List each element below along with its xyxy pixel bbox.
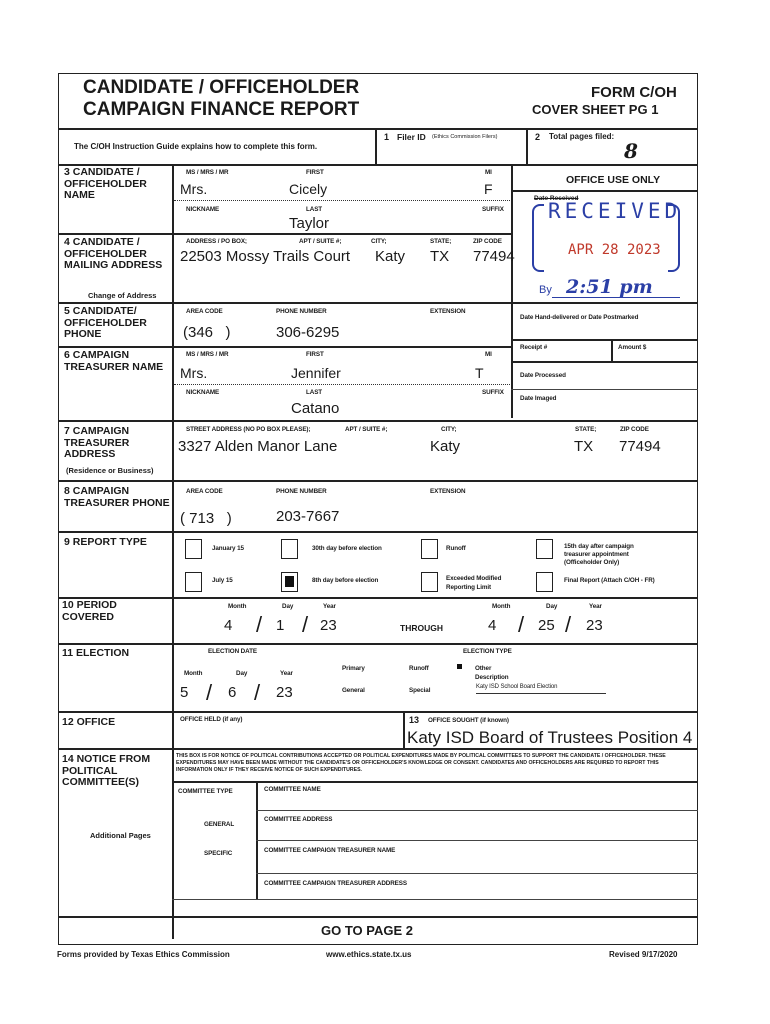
period-to-year[interactable]: 23 — [586, 617, 603, 634]
notice-text: THIS BOX IS FOR NOTICE OF POLITICAL CONTRIBUTIONS ACCEPTED OR POLITICAL EXPENDITURES MADE BY POLITICAL COMMITTEES TO SUPPORT THE CANDIDATE / OFFICEHOLDER. THESE EXPENDITURES MAY HAVE BEEN MADE WITHOUT THE CANDIDATE'S OR OFFICEHOLDER'S KNOWLEDGE OR CONSENT. CANDIDATES AND OFFICEHOLDERS ARE REQUIRED TO REPORT THIS INFORMATION ONLY IF THEY RECEIVE NOTICE OF SUCH EXPENDITURES. — [176, 753, 666, 773]
label-8th-day: 8th day before election — [312, 577, 379, 584]
period-to-month[interactable]: 4 — [488, 617, 497, 634]
period-from-month[interactable]: 4 — [224, 617, 233, 634]
cand-prefix-label: MS / MRS / MR — [186, 169, 229, 176]
section-10-label: 10 PERIOD COVERED — [62, 599, 117, 623]
filer-id-number: 1 — [384, 132, 390, 142]
date-imaged-label: Date Imaged — [520, 395, 557, 402]
cand-first[interactable]: Cicely — [289, 181, 328, 197]
cand-phone[interactable]: 306-6295 — [276, 324, 340, 341]
form-id: FORM C/OH — [591, 84, 677, 101]
cand-area-label: AREA CODE — [186, 308, 223, 315]
period-to-day-label: Day — [546, 603, 558, 610]
section-12-label: 12 OFFICE — [62, 716, 116, 728]
election-date-label: ELECTION DATE — [208, 648, 257, 655]
date-processed-label: Date Processed — [520, 372, 566, 379]
residence-note: (Residence or Business) — [66, 466, 154, 475]
treas-apt-label: APT / SUITE #; — [345, 426, 388, 433]
footer-provided: Forms provided by Texas Ethics Commission — [57, 950, 230, 959]
period-from-year[interactable]: 23 — [320, 617, 337, 634]
period-to-year-label: Year — [589, 603, 602, 610]
election-other[interactable]: Other — [475, 665, 492, 672]
checkbox-15th-day[interactable] — [536, 539, 553, 559]
treas-mi-label: MI — [485, 351, 492, 358]
filer-id-label: Filer ID — [397, 132, 426, 142]
treas-nickname-label: NICKNAME — [186, 389, 220, 396]
section-11-label: 11 ELECTION — [62, 647, 130, 659]
total-pages-number: 2 — [535, 132, 541, 142]
label-exceeded-limit: Exceeded Modified Reporting Limit — [446, 575, 502, 591]
election-primary[interactable]: Primary — [342, 665, 365, 672]
cand-apt-label: APT / SUITE #; — [299, 238, 342, 245]
stamp-by-time: 2:51 pm — [566, 276, 653, 298]
cand-first-label: FIRST — [306, 169, 324, 176]
label-january-15: January 15 — [212, 545, 244, 552]
treas-zip-label: ZIP CODE — [620, 426, 649, 433]
label-runoff: Runoff — [446, 545, 466, 552]
treas-phone[interactable]: 203-7667 — [276, 508, 340, 525]
received-stamp — [532, 198, 680, 276]
election-description-label: Description — [475, 674, 509, 681]
election-runoff[interactable]: Runoff — [409, 665, 429, 672]
election-type-label: ELECTION TYPE — [463, 648, 512, 655]
election-day[interactable]: 6 — [228, 684, 237, 701]
footer-revised: Revised 9/17/2020 — [609, 950, 678, 959]
treas-prefix-label: MS / MRS / MR — [186, 351, 229, 358]
checkbox-30th-day[interactable] — [281, 539, 298, 559]
cand-zip[interactable]: 77494 — [473, 248, 515, 265]
election-month-label: Month — [184, 670, 203, 677]
checkbox-january-15[interactable] — [185, 539, 202, 559]
checkbox-runoff[interactable] — [421, 539, 438, 559]
committee-treasurer-address-label: COMMITTEE CAMPAIGN TREASURER ADDRESS — [264, 880, 407, 887]
treas-street-label: STREET ADDRESS (NO PO BOX PLEASE); — [186, 426, 311, 433]
section-13-label: 13 — [409, 715, 420, 725]
office-sought[interactable]: Katy ISD Board of Trustees Position 4 — [407, 728, 693, 747]
election-day-label: Day — [236, 670, 248, 677]
treas-last-label: LAST — [306, 389, 323, 396]
office-use-title: OFFICE USE ONLY — [566, 174, 661, 186]
label-july-15: July 15 — [212, 577, 233, 584]
cand-prefix[interactable]: Mrs. — [180, 181, 208, 197]
receipt-label: Receipt # — [520, 344, 548, 351]
treas-city-label: CITY; — [441, 426, 457, 433]
filer-id-note: (Ethics Commission Filers) — [432, 134, 498, 140]
treas-mi[interactable]: T — [475, 365, 484, 381]
cand-state-label: STATE; — [430, 238, 452, 245]
treas-last[interactable]: Catano — [291, 400, 340, 417]
go-to-page-2[interactable]: GO TO PAGE 2 — [321, 923, 413, 938]
section-8-label: 8 CAMPAIGN TREASURER PHONE — [64, 485, 170, 509]
hand-delivered-label: Date Hand-delivered or Date Postmarked — [520, 314, 639, 321]
checkbox-exceeded-limit[interactable] — [421, 572, 438, 592]
form-subtitle: COVER SHEET PG 1 — [532, 102, 659, 117]
period-from-year-label: Year — [323, 603, 336, 610]
treas-area-label: AREA CODE — [186, 488, 223, 495]
cand-address-label: ADDRESS / PO BOX; — [186, 238, 247, 245]
additional-pages: Additional Pages — [90, 831, 151, 840]
other-checkmark-icon — [457, 664, 462, 669]
cand-nickname-label: NICKNAME — [186, 206, 220, 213]
section-14-label: 14 NOTICE FROM POLITICAL COMMITTEE(S) — [62, 753, 151, 788]
period-from-month-label: Month — [228, 603, 247, 610]
election-general[interactable]: General — [342, 687, 365, 694]
treas-street[interactable]: 3327 Alden Manor Lane — [178, 438, 338, 455]
section-9-label: 9 REPORT TYPE — [64, 536, 147, 548]
total-pages-value[interactable]: 8 — [624, 139, 638, 163]
office-held-label: OFFICE HELD (if any) — [180, 716, 243, 723]
section-3-label: 3 CANDIDATE / OFFICEHOLDER NAME — [64, 166, 147, 201]
office-sought-label: OFFICE SOUGHT (if known) — [428, 717, 509, 724]
committee-treasurer-name-label: COMMITTEE CAMPAIGN TREASURER NAME — [264, 847, 396, 854]
date-received-label: Date Received — [534, 195, 579, 202]
treas-first[interactable]: Jennifer — [291, 365, 341, 381]
cand-city-label: CITY; — [371, 238, 387, 245]
treas-zip[interactable]: 77494 — [619, 438, 661, 455]
treas-area-code[interactable]: ( 713 ) — [180, 510, 232, 527]
stamp-by-label: By — [539, 284, 552, 296]
footer-url[interactable]: www.ethics.state.tx.us — [326, 950, 412, 959]
label-final-report: Final Report (Attach C/OH - FR) — [564, 577, 655, 584]
section-7-label: 7 CAMPAIGN TREASURER ADDRESS — [64, 425, 130, 460]
period-to-day[interactable]: 25 — [538, 617, 555, 634]
cand-zip-label: ZIP CODE — [473, 238, 502, 245]
treas-ext-label: EXTENSION — [430, 488, 466, 495]
cand-last[interactable]: Taylor — [289, 215, 330, 232]
cand-mi[interactable]: F — [484, 181, 493, 197]
checkbox-final-report[interactable] — [536, 572, 553, 592]
period-from-day-label: Day — [282, 603, 294, 610]
election-year-label: Year — [280, 670, 293, 677]
stamp-received-text: RECEIVED — [548, 199, 682, 223]
cand-state[interactable]: TX — [430, 248, 450, 265]
label-15th-day: 15th day after campaign treasurer appointment (Officeholder Only) — [564, 543, 634, 566]
form-title-line1: CANDIDATE / OFFICEHOLDER — [83, 77, 360, 98]
change-of-address[interactable]: Change of Address — [88, 291, 157, 300]
instruction-text: The C/OH Instruction Guide explains how to complete this form. — [74, 142, 318, 151]
stamp-date: APR 28 2023 — [568, 242, 661, 258]
committee-type-label: COMMITTEE TYPE — [178, 788, 233, 795]
treas-phone-label: PHONE NUMBER — [276, 488, 327, 495]
total-pages-label: Total pages filed: — [549, 132, 615, 141]
cand-mi-label: MI — [485, 169, 492, 176]
period-from-day[interactable]: 1 — [276, 617, 285, 634]
cand-area-code[interactable]: (346 ) — [183, 324, 231, 341]
through-label: THROUGH — [400, 623, 443, 633]
committee-general[interactable]: GENERAL — [204, 821, 235, 828]
section-6-label: 6 CAMPAIGN TREASURER NAME — [64, 349, 164, 373]
election-year[interactable]: 23 — [276, 684, 293, 701]
cand-address[interactable]: 22503 Mossy Trails Court — [180, 248, 351, 265]
section-5-label: 5 CANDIDATE/ OFFICEHOLDER PHONE — [64, 305, 147, 340]
label-30th-day: 30th day before election — [312, 545, 382, 552]
checkbox-8th-day[interactable] — [281, 572, 298, 592]
treas-state-label: STATE; — [575, 426, 597, 433]
election-special[interactable]: Special — [409, 687, 431, 694]
treas-suffix-label: SUFFIX — [482, 389, 504, 396]
cand-last-label: LAST — [306, 206, 323, 213]
period-to-month-label: Month — [492, 603, 511, 610]
committee-address-label: COMMITTEE ADDRESS — [264, 816, 333, 823]
treas-first-label: FIRST — [306, 351, 324, 358]
section-4-label: 4 CANDIDATE / OFFICEHOLDER MAILING ADDRESS — [64, 236, 163, 271]
committee-name-label: COMMITTEE NAME — [264, 786, 321, 793]
committee-specific[interactable]: SPECIFIC — [204, 850, 233, 857]
form-title-line2: CAMPAIGN FINANCE REPORT — [83, 99, 360, 120]
amount-label: Amount $ — [618, 344, 647, 351]
election-month[interactable]: 5 — [180, 684, 189, 701]
cand-city[interactable]: Katy — [375, 248, 406, 265]
treas-prefix[interactable]: Mrs. — [180, 365, 208, 381]
treas-state[interactable]: TX — [574, 438, 594, 455]
cand-suffix-label: SUFFIX — [482, 206, 504, 213]
checkbox-july-15[interactable] — [185, 572, 202, 592]
election-description[interactable]: Katy ISD School Board Election — [476, 684, 558, 690]
treas-city[interactable]: Katy — [430, 438, 461, 455]
cand-ext-label: EXTENSION — [430, 308, 466, 315]
cand-phone-label: PHONE NUMBER — [276, 308, 327, 315]
